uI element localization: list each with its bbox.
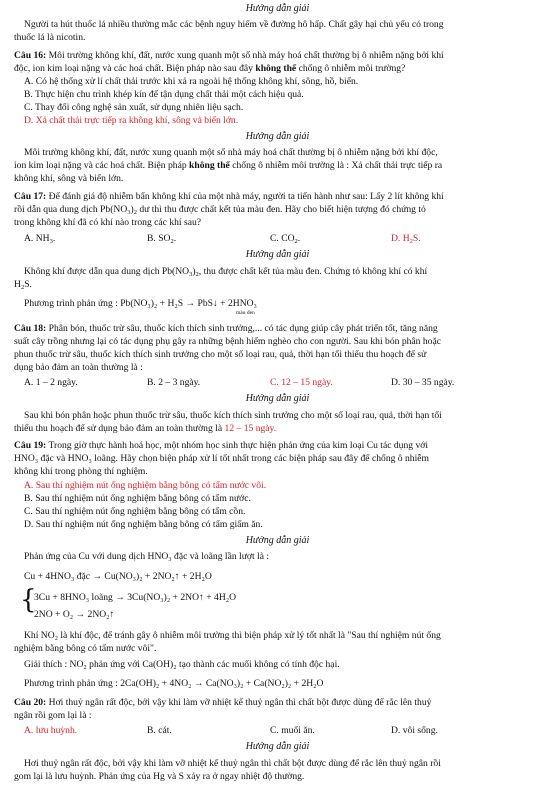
question-text: trong không khí đã có khí nào trong các khí sau? [14, 217, 202, 228]
subscript: 3 [49, 238, 53, 245]
solution-text: Môi trường không khí, đất, nước xung quanh một số nhà máy hoá chất thường bị ô nhiễm nặng bởi khí độc, [24, 147, 438, 158]
equation: Cu + 4HNO₃ đặc → Cu(NO₃)₂ + 2NO₂↑ + 2H₂O [24, 571, 212, 582]
emphasis: không thể [189, 160, 230, 171]
question-16 [14, 50, 444, 61]
option-a: A. $NH_3$. [24, 233, 56, 245]
question-text: Để đánh giá độ nhiễm bẩn không khí của một nhà máy, người ta tiến hành như sau: Lấy 2 lít không khí [46, 191, 444, 202]
equation-line [24, 678, 323, 689]
text: H [14, 279, 21, 290]
question-text: HNO₃ đặc và HNO₃ loãng. Hãy chọn biện pháp xử lí tốt nhất trong các biện pháp sau đây để chống ô nhiễm [14, 453, 429, 464]
option-a: A. 1 – 2 ngày. [24, 377, 78, 388]
solution-heading: Hướng dẫn giải [245, 3, 310, 14]
subscript: 2 [133, 209, 137, 216]
subscript: 3 [127, 209, 131, 216]
solution-text: Phản ứng của Cu với dung dịch HNO₃ đặc và loãng lần lượt là : [24, 551, 270, 562]
option-c: C. muối ăn. [270, 725, 315, 736]
option-d-answer: D. Xả chất thải trực tiếp ra không khí, sông và biển lớn. [24, 115, 239, 126]
equation: 2NO + O₂ → 2NO₂↑ [34, 609, 115, 620]
answer-highlight: 12 – 15 ngày. [224, 423, 277, 434]
question-number: Câu 20: [14, 697, 47, 708]
question-text: suất cây trồng nhưng lại có tác dụng phụ gây ra những bệnh hiểm nghèo cho con người. Sau khi bón phân hoặc [14, 336, 441, 347]
brace-icon: { [20, 585, 37, 615]
solution-text: nghiệm bằng bông có tẩm nước vôi". [14, 643, 157, 654]
solution-text: Hơi thuỷ ngân rất độc, bởi vậy khi làm vỡ nhiệt kế thuỷ ngân thì chất bột được dùng để rắc lên thuỷ ngân rồi [24, 758, 441, 769]
question-number: Câu 17: [14, 191, 47, 202]
text: rồi dẫn qua dung dịch Pb(NO [14, 204, 128, 215]
solution-text [14, 279, 32, 290]
question-text: dụng bảo đảm an toàn thường là : [14, 362, 143, 373]
solution-text: Sau khi bón phân hoặc phun thuốc trừ sâu, thuốc kích thích sinh trưởng cho một số loại rau, quả, thời hạn tối [24, 410, 442, 421]
option-a-answer: A. lưu huỳnh. [24, 725, 78, 736]
solution-text: Khí NO₂ là khí độc, để tránh gây ô nhiễm môi trường thì biện pháp xử lý tốt nhất là "Sau thí nghiệm nút ống [24, 630, 441, 641]
question-number: Câu 16: [14, 50, 47, 61]
text: S. [24, 279, 32, 290]
solution-heading: Hướng dẫn giải [245, 741, 310, 752]
question-text: phun thuốc trừ sâu, thuốc kích thích sinh trưởng cho một số loại rau, quả, thời hạn tối thiểu thu hoạch để sử [14, 349, 427, 360]
solution-text: không khí, sông và biển lớn. [14, 173, 124, 184]
option-a-answer: A. Sau thí nghiệm nút ống nghiệm bằng bông có tẩm nước vôi. [24, 480, 267, 491]
question-text: Hơi thuỷ ngân rất độc, bởi vậy khi làm vỡ nhiệt kế thuỷ ngân thì chất bột được dùng để rắc lên thuỷ [46, 697, 432, 708]
text: ion kim loại nặng và các hoá chất. Biện pháp [14, 160, 190, 171]
equation-label: Phương trình phản ứng : [24, 678, 121, 689]
question-number: Câu 19: [14, 440, 47, 451]
equation: 2Ca(OH)₂ + 4NO₂ → Ca(NO₃)₂ + Ca(NO₂)₂ + 2H₂O [120, 678, 324, 689]
option-d-answer: D. $H_2S$. [391, 233, 421, 245]
equation-line [24, 298, 257, 309]
option-b: B. Sau thí nghiệm nút ống nghiệm bằng bông có tẩm nước. [24, 493, 251, 504]
text: Không khí được dẫn qua dung dịch Pb(NO [24, 266, 190, 277]
text: ) [130, 204, 134, 215]
question-18 [14, 323, 438, 334]
text: D. H [391, 233, 410, 244]
text: chống ô nhiễm môi trường là : Xả chất thải trực tiếp ra [229, 160, 443, 171]
equation-label: Phương trình phản ứng : [24, 298, 121, 309]
solution-heading: Hướng dẫn giải [245, 249, 310, 260]
text: S [412, 233, 419, 244]
question-text [14, 204, 426, 215]
question-text: Môi trường không khí, đất, nước xung quanh một số nhà máy hoá chất thường bị ô nhiễm nặng bởi khí [46, 50, 444, 61]
solution-text [24, 266, 427, 277]
subscript: 2 [170, 238, 174, 245]
text: C. CO [270, 233, 295, 244]
option-d: D. Sau thí nghiệm nút ống nghiệm bằng bông có tẩm giấm ăn. [24, 519, 263, 530]
solution-heading: Hướng dẫn giải [245, 393, 310, 404]
question-text: Trong giờ thực hành hoá học, một nhóm học sinh thực hiện phản ứng của kim loại Cu tác dụng với [46, 440, 428, 451]
option-c: C. Sau thí nghiệm nút ống nghiệm bằng bông có tẩm cồn. [24, 506, 246, 517]
solution-text: gom lại là lưu huỳnh. Phản ứng của Hg và S xảy ra ở ngay nhiệt độ thường. [14, 771, 305, 782]
text: ) [192, 266, 196, 277]
option-c: C. $CO_2$. [270, 233, 301, 245]
precipitate-note: màu đen [236, 310, 255, 316]
option-b: B. cát. [147, 725, 172, 736]
subscript: 2 [409, 238, 413, 245]
text: độc, ion kim loại nặng và các hoá chất. Biện pháp nào sau đây [14, 63, 256, 74]
text: dư thì thu được chất kết tủa màu đen. Hãy cho biết hiện tượng đó chứng tỏ [136, 204, 426, 215]
text: chống ô nhiễm môi trường? [296, 63, 406, 74]
solution-heading: Hướng dẫn giải [245, 535, 310, 546]
question-number: Câu 18: [14, 323, 47, 334]
subscript: 2 [195, 271, 199, 278]
subscript: 2 [294, 238, 298, 245]
option-b: B. Thực hiện chu trình khép kín để tận dụng chất thải một cách hiệu quả. [24, 89, 304, 100]
option-d: D. 30 – 35 ngày. [391, 377, 455, 388]
option-b: B. 2 – 3 ngày. [147, 377, 201, 388]
equation: Pb(NO₃)₂ + H₂S → PbS↓ + 2HNO₃ [120, 298, 257, 309]
option-c: C. Thay đổi công nghệ sản xuất, sử dụng nhiên liệu sạch. [24, 102, 244, 113]
option-d: D. vôi sống. [391, 725, 438, 736]
question-text [14, 63, 405, 74]
text: A. NH [24, 233, 50, 244]
option-a: A. Có hệ thống xử lí chất thải trước khi xả ra ngoài hệ thống không khí, sông, hồ, biển. [24, 76, 359, 87]
question-text: ngân rồi gom lại là : [14, 710, 92, 721]
question-19 [14, 440, 428, 451]
option-b: B. $SO_2$. [147, 233, 177, 245]
solution-heading: Hướng dẫn giải [245, 131, 310, 142]
question-17 [14, 191, 444, 202]
emphasis: không thể [255, 63, 297, 74]
subscript: 2 [20, 284, 25, 291]
option-c-answer: C. 12 – 15 ngày. [270, 377, 333, 388]
text: thiểu thu hoạch để sử dụng bảo đảm an toàn thường là [14, 423, 225, 434]
solution-text [14, 160, 442, 171]
question-text: Phân bón, thuốc trừ sâu, thuốc kích thích sinh trưởng,... có tác dụng giúp cây phát triển tốt, tăng năng [46, 323, 438, 334]
text: , thu được chất kết tủa màu đen. Chứng tỏ không khí có khí [198, 266, 428, 277]
paragraph: Người ta hút thuốc lá nhiều thường mắc các bệnh nguy hiểm về đường hô hấp. Chất gây hại chủ yếu có trong [24, 19, 444, 30]
solution-text: Giải thích : NO₂ phản ứng với Ca(OH)₂ tạo thành các muối không có tính độc hại. [24, 659, 340, 670]
equation: 3Cu + 8HNO₃ loãng → 3Cu(NO₃)₂ + 2NO↑ + 4H₂O [34, 592, 237, 603]
text: B. SO [147, 233, 171, 244]
question-text: không khí trong phòng thí nghiệm. [14, 466, 148, 477]
subscript: 3 [189, 271, 193, 278]
solution-text [14, 423, 276, 434]
paragraph: thuốc lá là nicotin. [14, 32, 86, 43]
question-20 [14, 697, 431, 708]
